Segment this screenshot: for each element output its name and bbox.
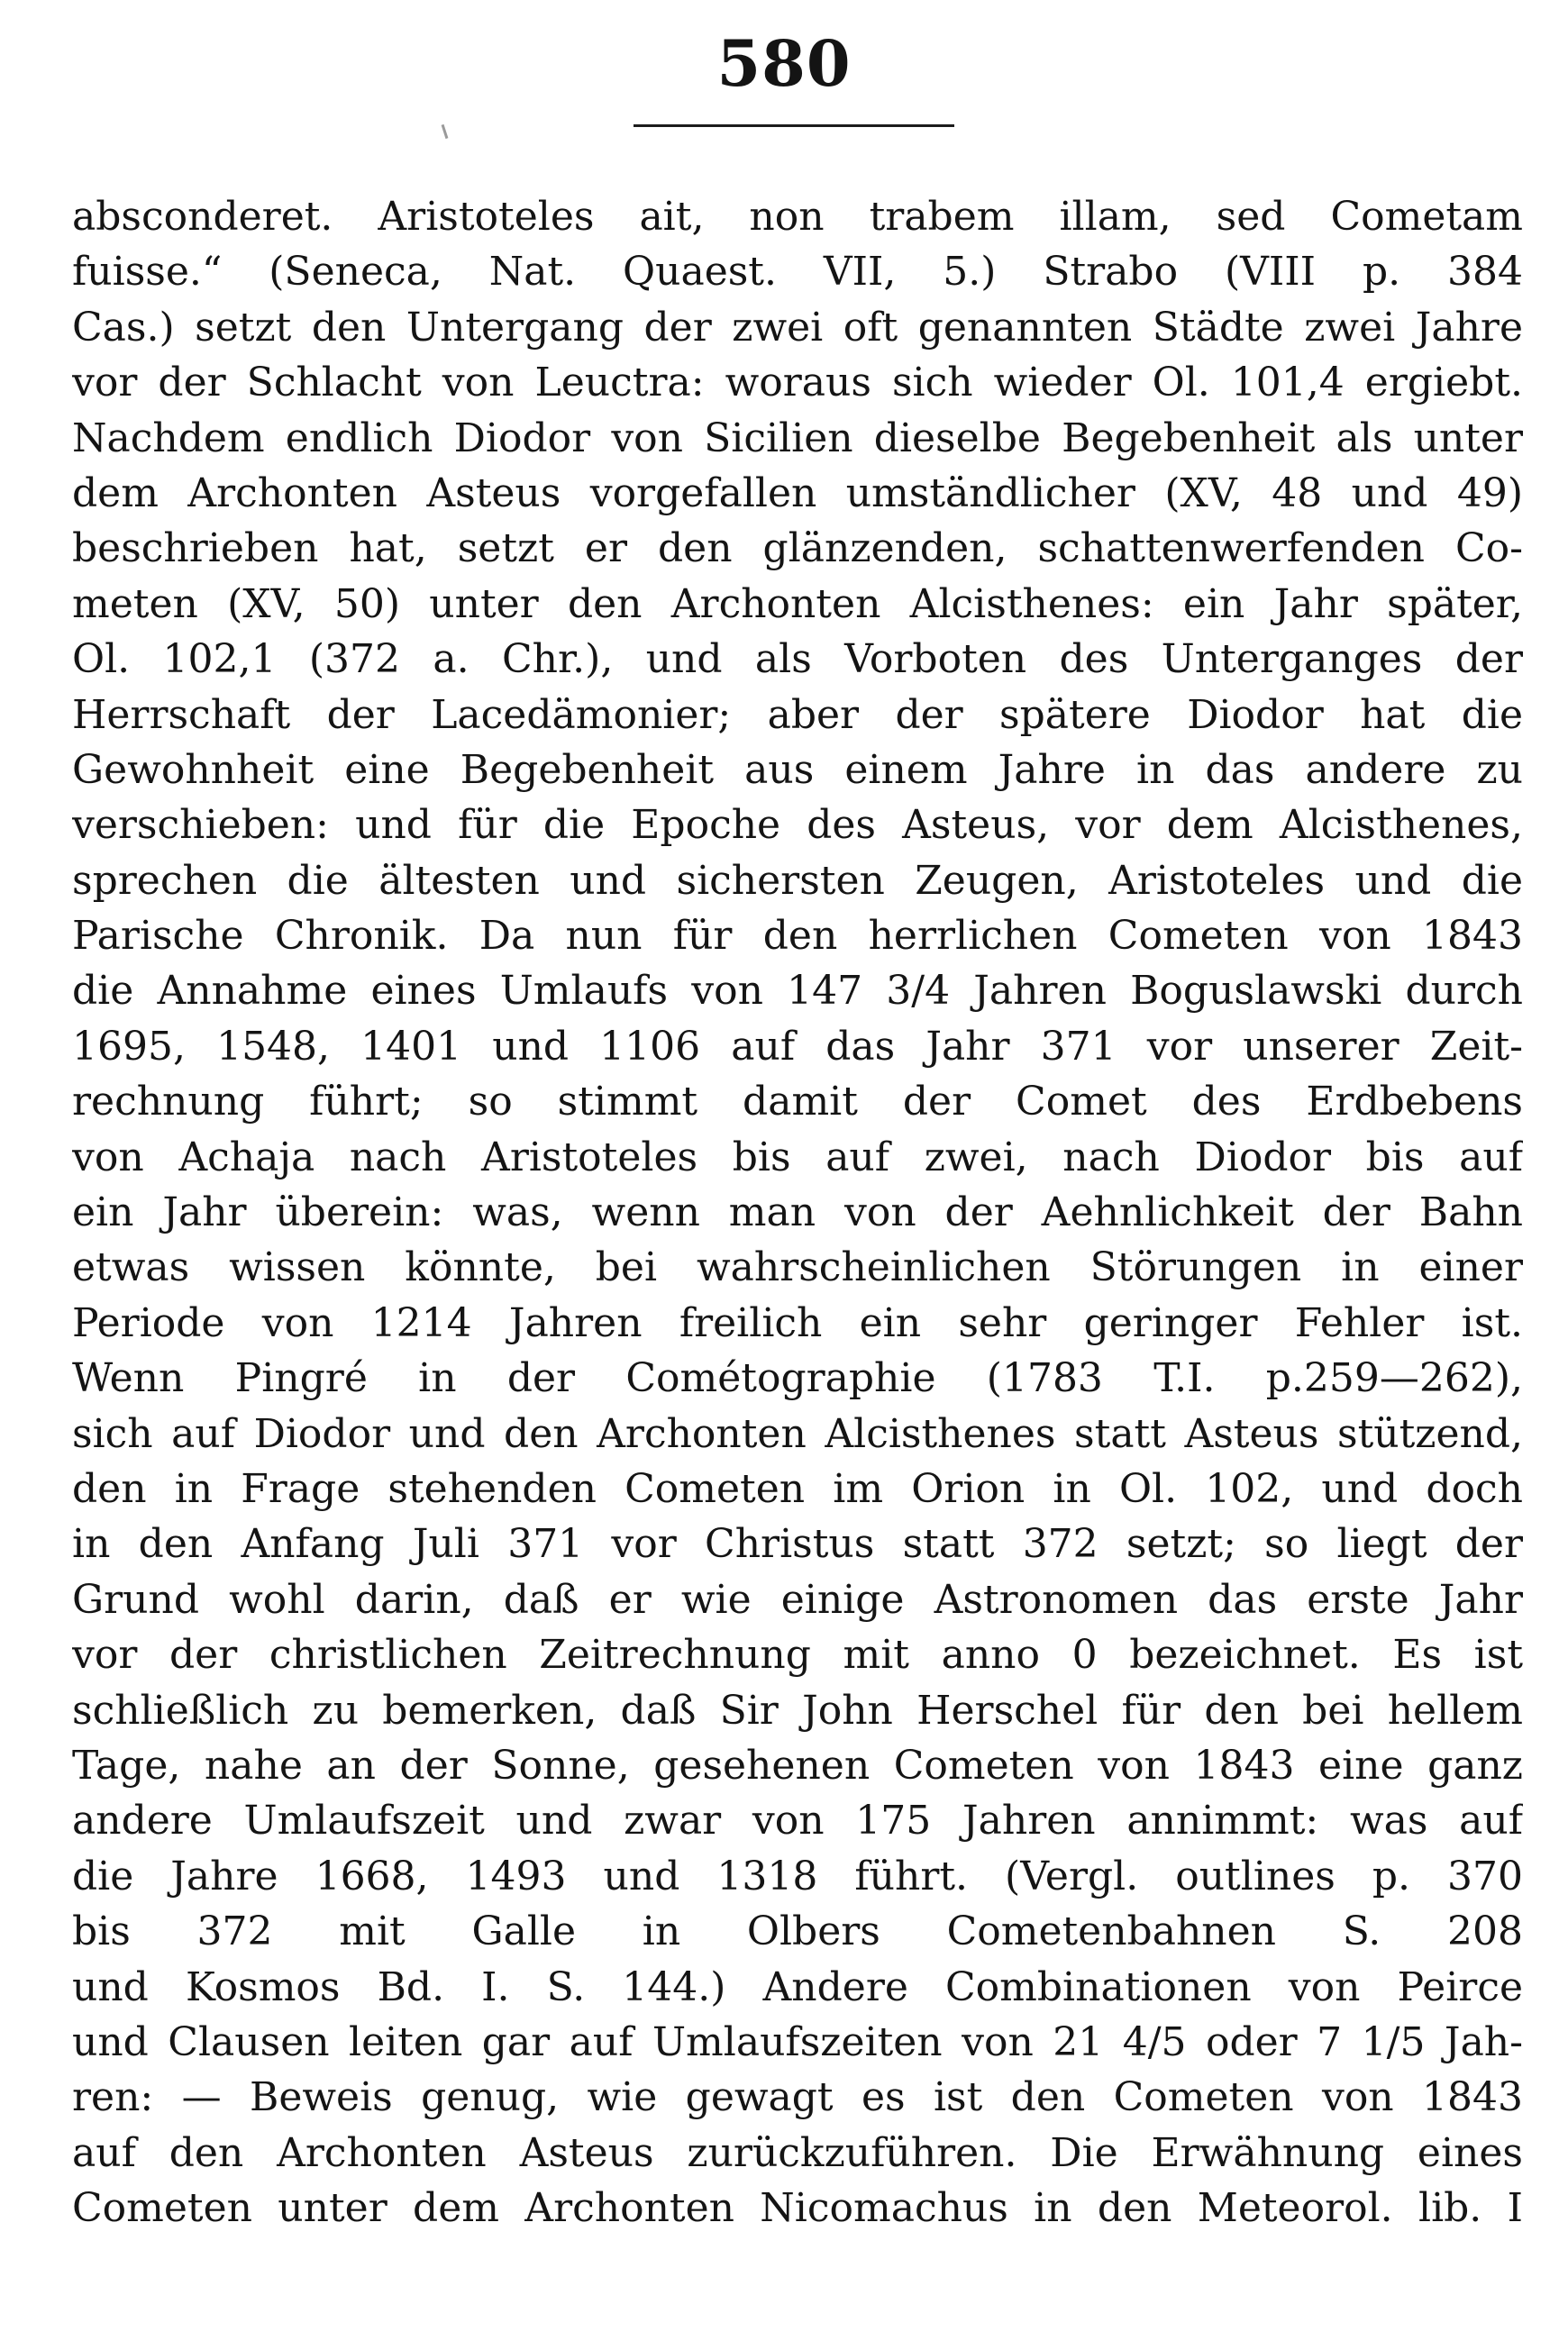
body-text (72, 189, 1523, 2236)
text-line: Herrschaft der Lacedämonier; aber der spätere Diodor hat die (72, 691, 1523, 738)
text-line: bis 372 mit Galle in Olbers Cometenbahnen S. 208 (72, 1908, 1523, 1955)
text-line: und Kosmos Bd. I. S. 144.) Andere Combinationen von Peirce (72, 1963, 1523, 2010)
text-line: etwas wissen könnte, bei wahrscheinlichen Störungen in einer (72, 1244, 1523, 1291)
text-line: in den Anfang Juli 371 vor Christus statt 372 setzt; so liegt der (72, 1521, 1523, 1568)
text-line: rechnung führt; so stimmt damit der Comet des Erdbebens (72, 1079, 1523, 1125)
text-line: ren: — Beweis genug, wie gewagt es ist den Cometen von 1843 (72, 2074, 1523, 2121)
text-line: sich auf Diodor und den Archonten Alcisthenes statt Asteus stützend, (72, 1410, 1523, 1457)
text-line: Periode von 1214 Jahren freilich ein sehr geringer Fehler ist. (72, 1299, 1523, 1346)
text-line: Tage, nahe an der Sonne, gesehenen Cometen von 1843 eine ganz (72, 1742, 1523, 1789)
text-line: fuisse.“ (Seneca, Nat. Quaest. VII, 5.) Strabo (VIII p. 384 (72, 249, 1523, 296)
text-line: auf den Archonten Asteus zurückzuführen. Die Erwähnung eines (72, 2129, 1523, 2176)
text-line: dem Archonten Asteus vorgefallen umständlicher (XV, 48 und 49) (72, 469, 1523, 516)
text-line: 1695, 1548, 1401 und 1106 auf das Jahr 371 vor unserer Zeit- (72, 1023, 1523, 1070)
header-rule (634, 124, 954, 127)
text-line: verschieben: und für die Epoche des Asteus, vor dem Alcisthenes, (72, 802, 1523, 849)
text-line: Cas.) setzt den Untergang der zwei oft genannten Städte zwei Jahre (72, 304, 1523, 351)
text-line: Gewohnheit eine Begebenheit aus einem Jahre in das andere zu (72, 746, 1523, 793)
text-line: Parische Chronik. Da nun für den herrlichen Cometen von 1843 (72, 913, 1523, 960)
text-line: die Jahre 1668, 1493 und 1318 führt. (Vergl. outlines p. 370 (72, 1853, 1523, 1899)
text-line: und Clausen leiten gar auf Umlaufszeiten von 21 4/5 oder 7 1/5 Jah- (72, 2018, 1523, 2065)
text-line: beschrieben hat, setzt er den glänzenden, schattenwerfenden Co- (72, 525, 1523, 572)
text-line: ein Jahr überein: was, wenn man von der Aehnlichkeit der Bahn (72, 1189, 1523, 1236)
text-line: die Annahme eines Umlaufs von 147 3/4 Jahren Boguslawski durch (72, 968, 1523, 1015)
text-line: Wenn Pingré in der Cométographie (1783 T.I. p.259—262), (72, 1355, 1523, 1402)
text-line: meten (XV, 50) unter den Archonten Alcisthenes: ein Jahr später, (72, 580, 1523, 627)
text-line: andere Umlaufszeit und zwar von 175 Jahren annimmt: was auf (72, 1798, 1523, 1844)
text-line: schließlich zu bemerken, daß Sir John Herschel für den bei hellem (72, 1687, 1523, 1734)
text-line: von Achaja nach Aristoteles bis auf zwei, nach Diodor bis auf (72, 1134, 1523, 1180)
text-line: Cometen unter dem Archonten Nicomachus in den Meteorol. lib. I (72, 2185, 1523, 2232)
text-line: absconderet. Aristoteles ait, non trabem illam, sed Cometam (72, 194, 1523, 240)
text-line: den in Frage stehenden Cometen im Orion in Ol. 102, und doch (72, 1465, 1523, 1512)
text-line: Grund wohl darin, daß er wie einige Astronomen das erste Jahr (72, 1576, 1523, 1623)
page-number: 580 (716, 26, 852, 101)
print-speck (442, 124, 449, 139)
text-line: sprechen die ältesten und sichersten Zeugen, Aristoteles und die (72, 857, 1523, 904)
text-line: vor der Schlacht von Leuctra: woraus sich wieder Ol. 101,4 ergiebt. (72, 360, 1523, 406)
text-line: Ol. 102,1 (372 a. Chr.), und als Vorboten des Unterganges der (72, 636, 1523, 683)
text-line: vor der christlichen Zeitrechnung mit anno 0 bezeichnet. Es ist (72, 1632, 1523, 1679)
text-line: Nachdem endlich Diodor von Sicilien dieselbe Begebenheit als unter (72, 414, 1523, 461)
